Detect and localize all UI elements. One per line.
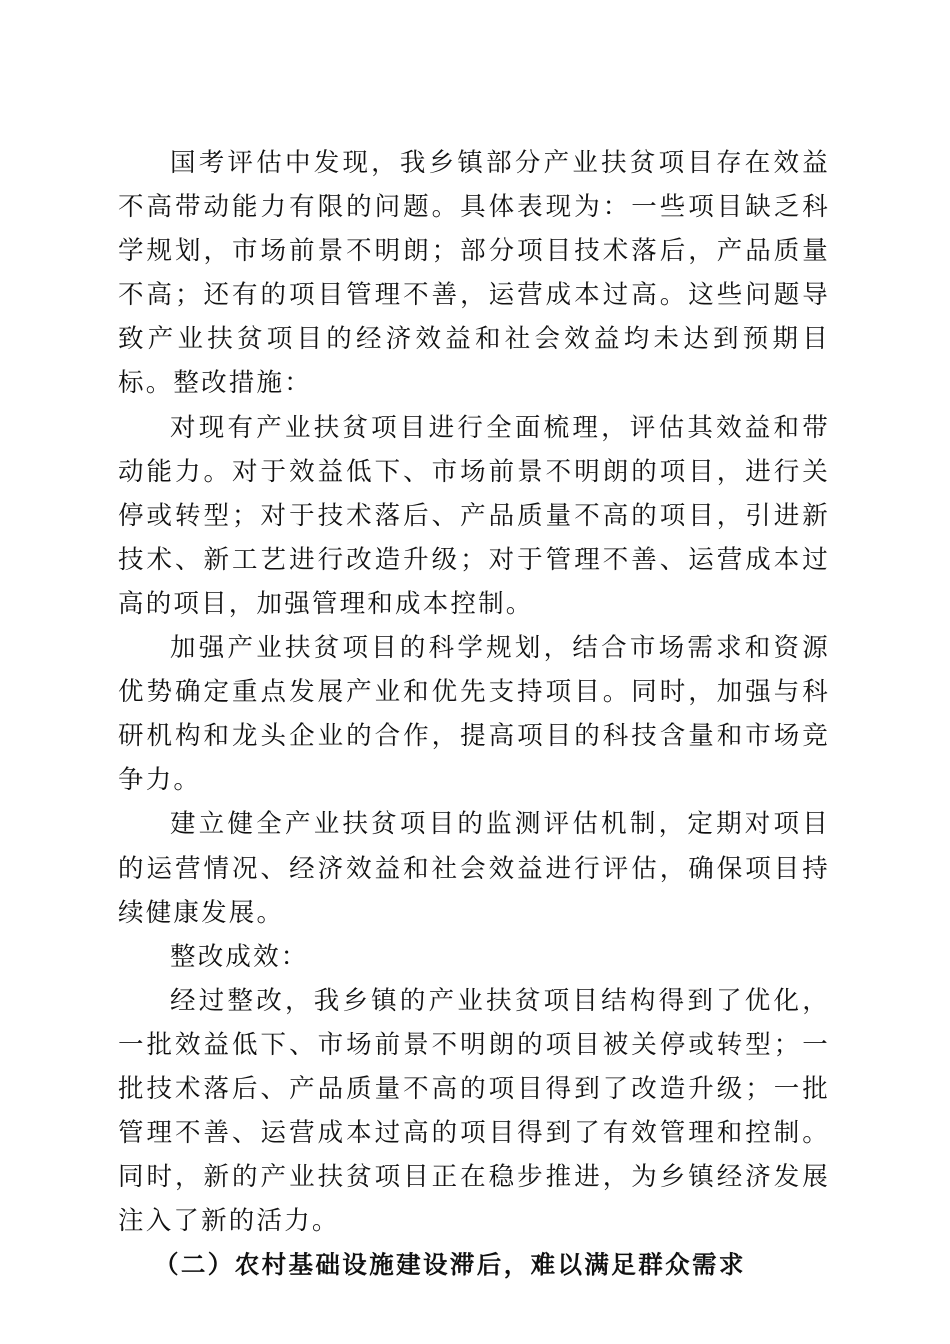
document-body bbox=[118, 141, 830, 1287]
paragraph-assessment-findings: 国考评估中发现，我乡镇部分产业扶贫项目存在效益不高带动能力有限的问题。具体表现为：一些项目缺乏科学规划，市场前景不明朗；部分项目技术落后，产品质量不高；还有的项目管理不善，运营成本过高。这些问题导致产业扶贫项目的经济效益和社会效益均未达到预期目标。整改措施： bbox=[118, 148, 830, 399]
paragraph-measure-monitoring: 建立健全产业扶贫项目的监测评估机制，定期对项目的运营情况、经济效益和社会效益进行评估，确保项目持续健康发展。 bbox=[118, 809, 830, 928]
paragraph-measure-planning: 加强产业扶贫项目的科学规划，结合市场需求和资源优势确定重点发展产业和优先支持项目。同时，加强与科研机构和龙头企业的合作，提高项目的科技含量和市场竞争力。 bbox=[118, 633, 830, 796]
paragraph-results-label: 整改成效： bbox=[170, 941, 309, 972]
section-heading: （二）农村基础设施建设滞后，难以满足群众需求 bbox=[154, 1250, 746, 1280]
paragraph-measure-review: 对现有产业扶贫项目进行全面梳理，评估其效益和带动能力。对于效益低下、市场前景不明朗的项目，进行关停或转型；对于技术落后、产品质量不高的项目，引进新技术、新工艺进行改造升级；对于管理不善、运营成本过高的项目，加强管理和成本控制。 bbox=[118, 412, 830, 619]
paragraph-results: 经过整改，我乡镇的产业扶贫项目结构得到了优化，一批效益低下、市场前景不明朗的项目被关停或转型；一批技术落后、产品质量不高的项目得到了改造升级；一批管理不善、运营成本过高的项目得到了有效管理和控制。同时，新的产业扶贫项目正在稳步推进，为乡镇经济发展注入了新的活力。 bbox=[118, 985, 830, 1237]
